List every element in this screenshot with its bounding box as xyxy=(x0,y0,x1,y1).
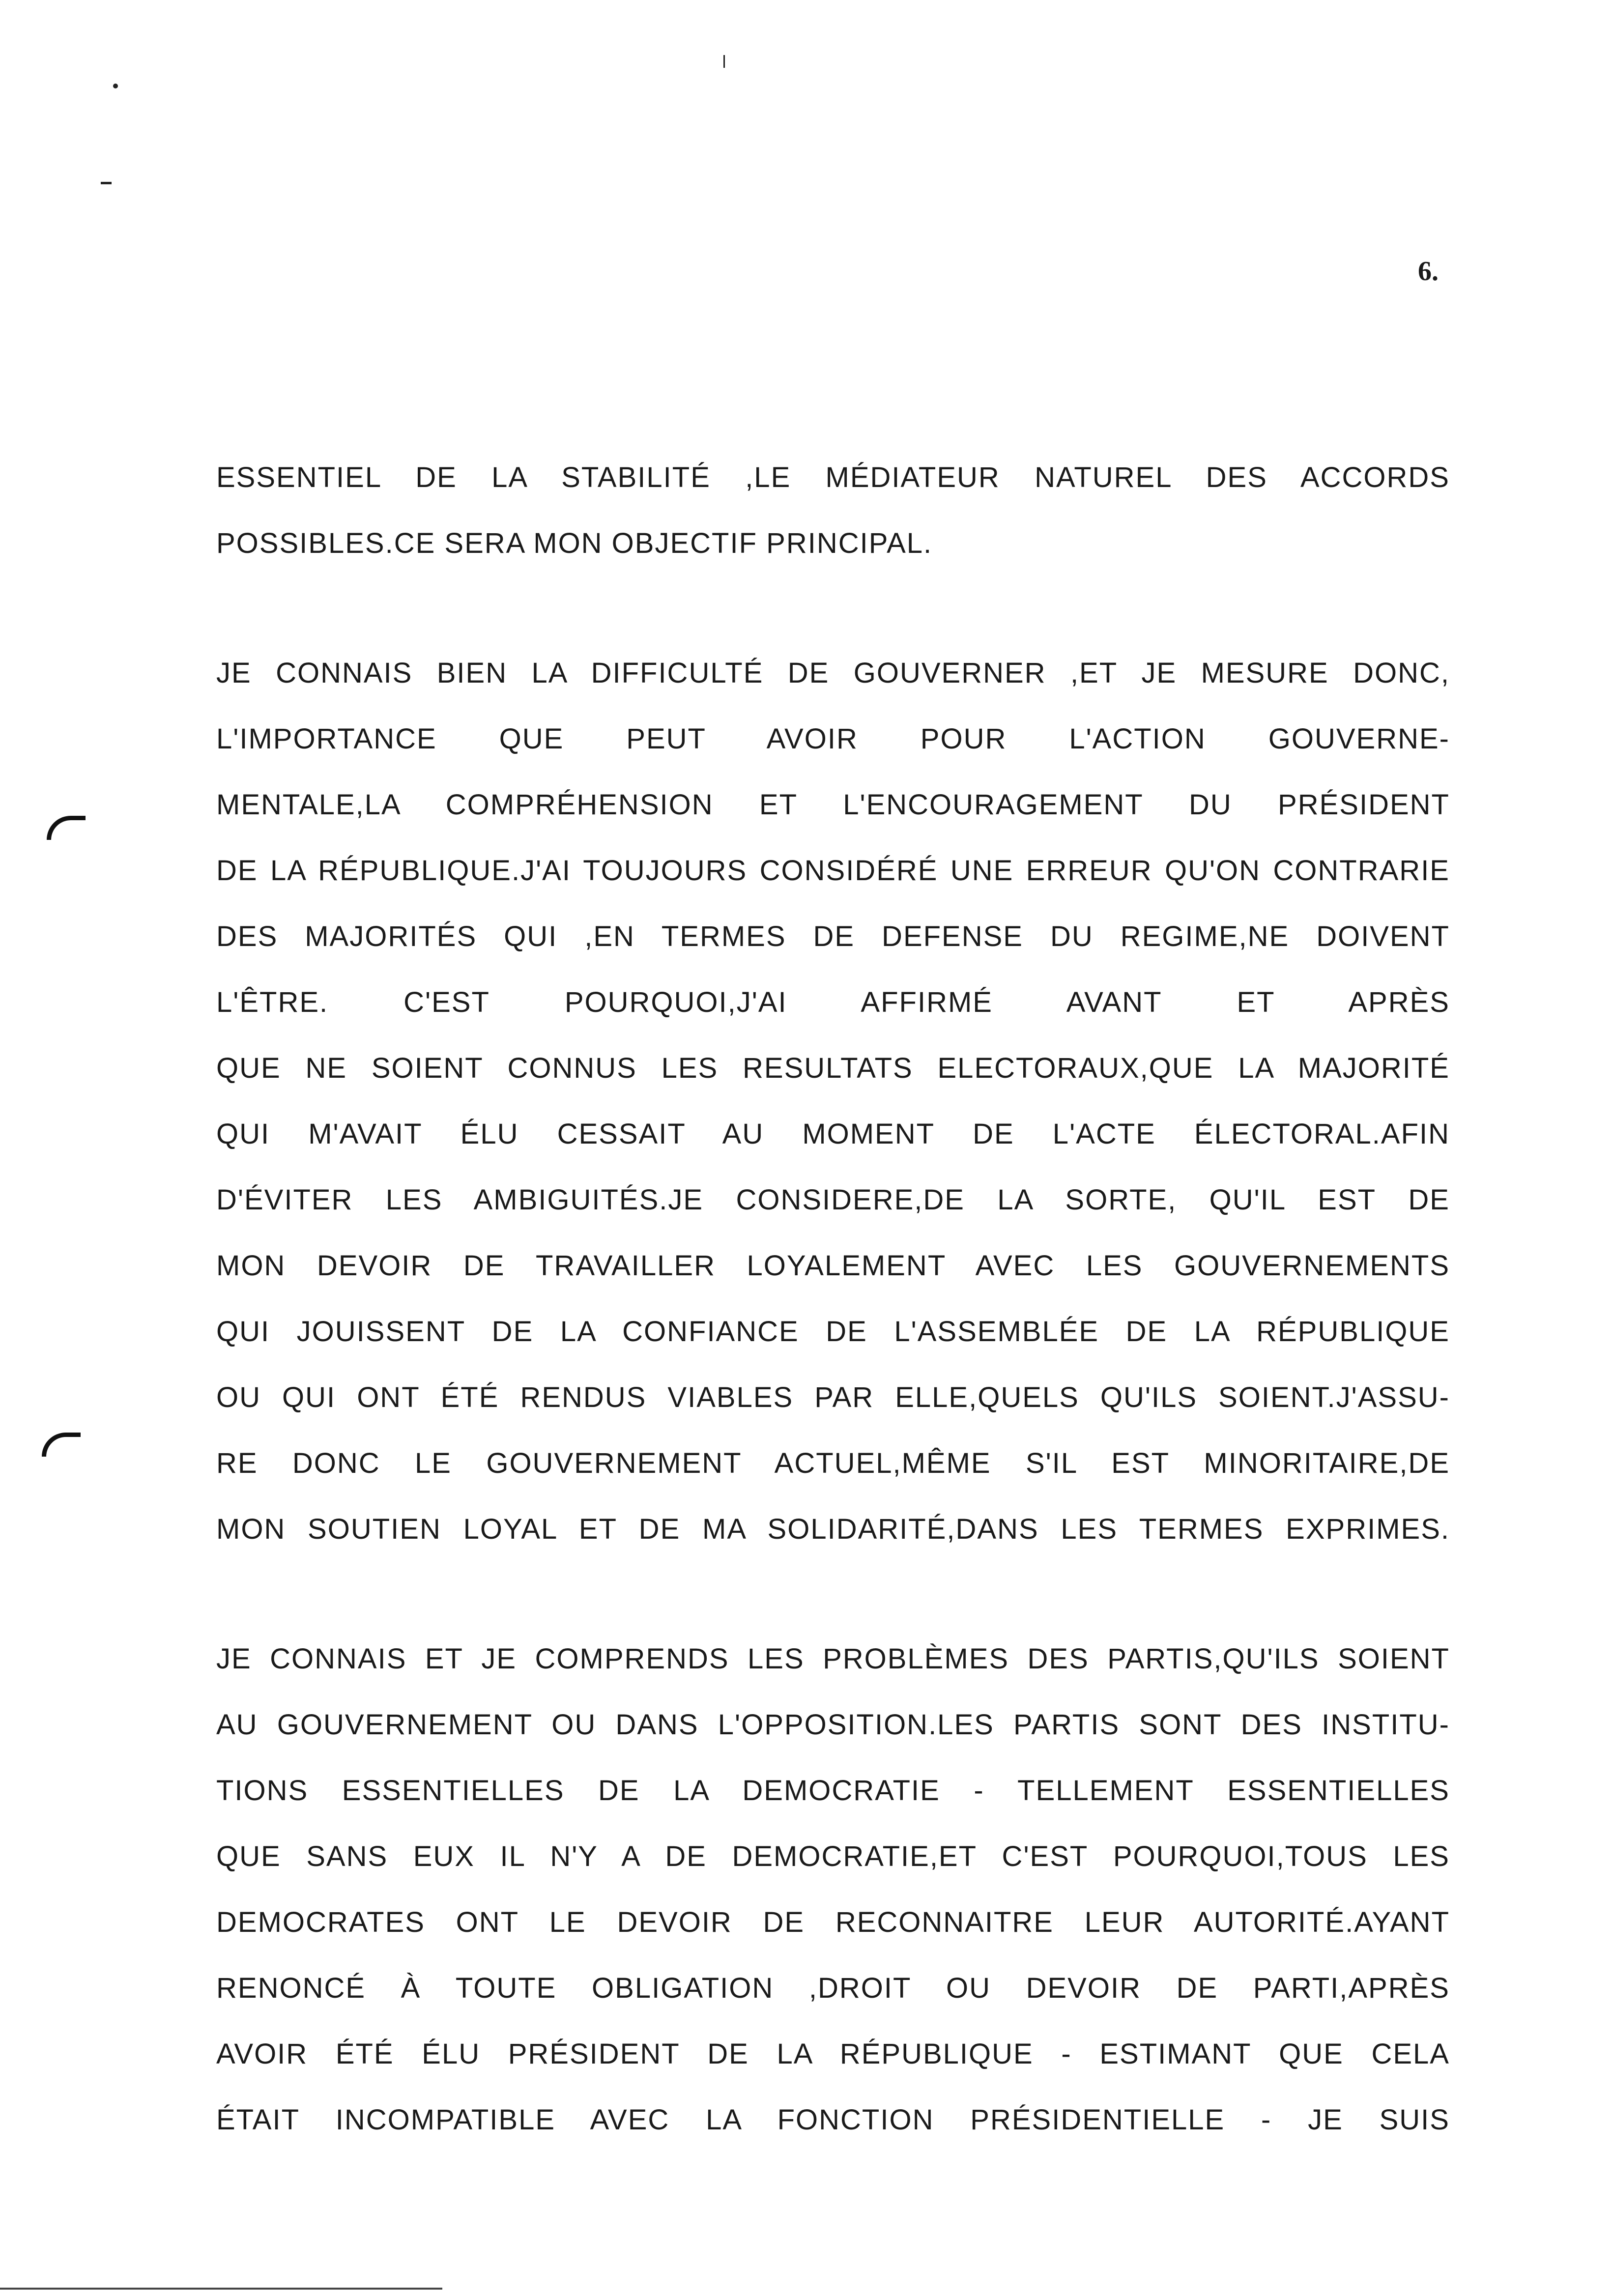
text-line: DEMOCRATES ONT LE DEVOIR DE RECONNAITRE LEUR AUTORITÉ.AYANT xyxy=(216,1906,1450,1938)
text-line: AU GOUVERNEMENT OU DANS L'OPPOSITION.LES PARTIS SONT DES INSTITU- xyxy=(216,1709,1450,1741)
text-line: JE CONNAIS BIEN LA DIFFICULTÉ DE GOUVERNER ,ET JE MESURE DONC, xyxy=(216,657,1450,689)
text-line: ESSENTIEL DE LA STABILITÉ ,LE MÉDIATEUR NATUREL DES ACCORDS xyxy=(216,461,1450,493)
text-line: L'ÊTRE. C'EST POURQUOI,J'AI AFFIRMÉ AVANT ET APRÈS xyxy=(216,986,1450,1018)
paragraph-gap xyxy=(216,576,1450,640)
text-line: POSSIBLES.CE SERA MON OBJECTIF PRINCIPAL. xyxy=(216,527,933,559)
text-line: AVOIR ÉTÉ ÉLU PRÉSIDENT DE LA RÉPUBLIQUE - ESTIMANT QUE CELA xyxy=(216,2038,1450,2070)
text-line: RENONCÉ À TOUTE OBLIGATION ,DROIT OU DEVOIR DE PARTI,APRÈS xyxy=(216,1972,1450,2004)
text-line: QUI JOUISSENT DE LA CONFIANCE DE L'ASSEMBLÉE DE LA RÉPUBLIQUE xyxy=(216,1316,1450,1348)
text-line: D'ÉVITER LES AMBIGUITÉS.JE CONSIDERE,DE LA SORTE, QU'IL EST DE xyxy=(216,1184,1450,1216)
text-line: RE DONC LE GOUVERNEMENT ACTUEL,MÊME S'IL EST MINORITAIRE,DE xyxy=(216,1447,1450,1479)
text-line: DES MAJORITÉS QUI ,EN TERMES DE DEFENSE DU REGIME,NE DOIVENT xyxy=(216,920,1450,952)
text-line: TIONS ESSENTIELLES DE LA DEMOCRATIE - TELLEMENT ESSENTIELLES xyxy=(216,1775,1450,1807)
paragraph-1 xyxy=(216,445,1450,576)
scan-mark xyxy=(113,84,118,88)
text-line: QUI M'AVAIT ÉLU CESSAIT AU MOMENT DE L'ACTE ÉLECTORAL.AFIN xyxy=(216,1118,1450,1150)
text-line: QUE SANS EUX IL N'Y A DE DEMOCRATIE,ET C'EST POURQUOI,TOUS LES xyxy=(216,1840,1450,1872)
scan-mark xyxy=(723,55,725,68)
text-line: ÉTAIT INCOMPATIBLE AVEC LA FONCTION PRÉSIDENTIELLE - JE SUIS xyxy=(216,2104,1450,2136)
text-line: MON SOUTIEN LOYAL ET DE MA SOLIDARITÉ,DANS LES TERMES EXPRIMES. xyxy=(216,1513,1450,1545)
text-line: OU QUI ONT ÉTÉ RENDUS VIABLES PAR ELLE,QUELS QU'ILS SOIENT.J'ASSU- xyxy=(216,1381,1450,1413)
punch-hole-mark xyxy=(47,816,86,840)
text-line: QUE NE SOIENT CONNUS LES RESULTATS ELECTORAUX,QUE LA MAJORITÉ xyxy=(216,1052,1450,1084)
text-line: JE CONNAIS ET JE COMPRENDS LES PROBLÈMES DES PARTIS,QU'ILS SOIENT xyxy=(216,1643,1450,1675)
body-text xyxy=(216,445,1450,2153)
paragraph-3 xyxy=(216,1626,1450,2153)
paragraph-gap xyxy=(216,1562,1450,1626)
paragraph-2 xyxy=(216,640,1450,1562)
text-line: MENTALE,LA COMPRÉHENSION ET L'ENCOURAGEMENT DU PRÉSIDENT xyxy=(216,789,1450,821)
text-line: DE LA RÉPUBLIQUE.J'AI TOUJOURS CONSIDÉRÉ UNE ERREUR QU'ON CONTRARIE xyxy=(216,855,1450,887)
punch-hole-mark xyxy=(42,1433,81,1457)
bottom-edge-rule xyxy=(0,2288,442,2290)
text-line: L'IMPORTANCE QUE PEUT AVOIR POUR L'ACTION GOUVERNE- xyxy=(216,723,1450,755)
page-number: 6. xyxy=(1418,256,1439,287)
scan-mark xyxy=(101,182,112,184)
text-line: MON DEVOIR DE TRAVAILLER LOYALEMENT AVEC LES GOUVERNEMENTS xyxy=(216,1250,1450,1282)
